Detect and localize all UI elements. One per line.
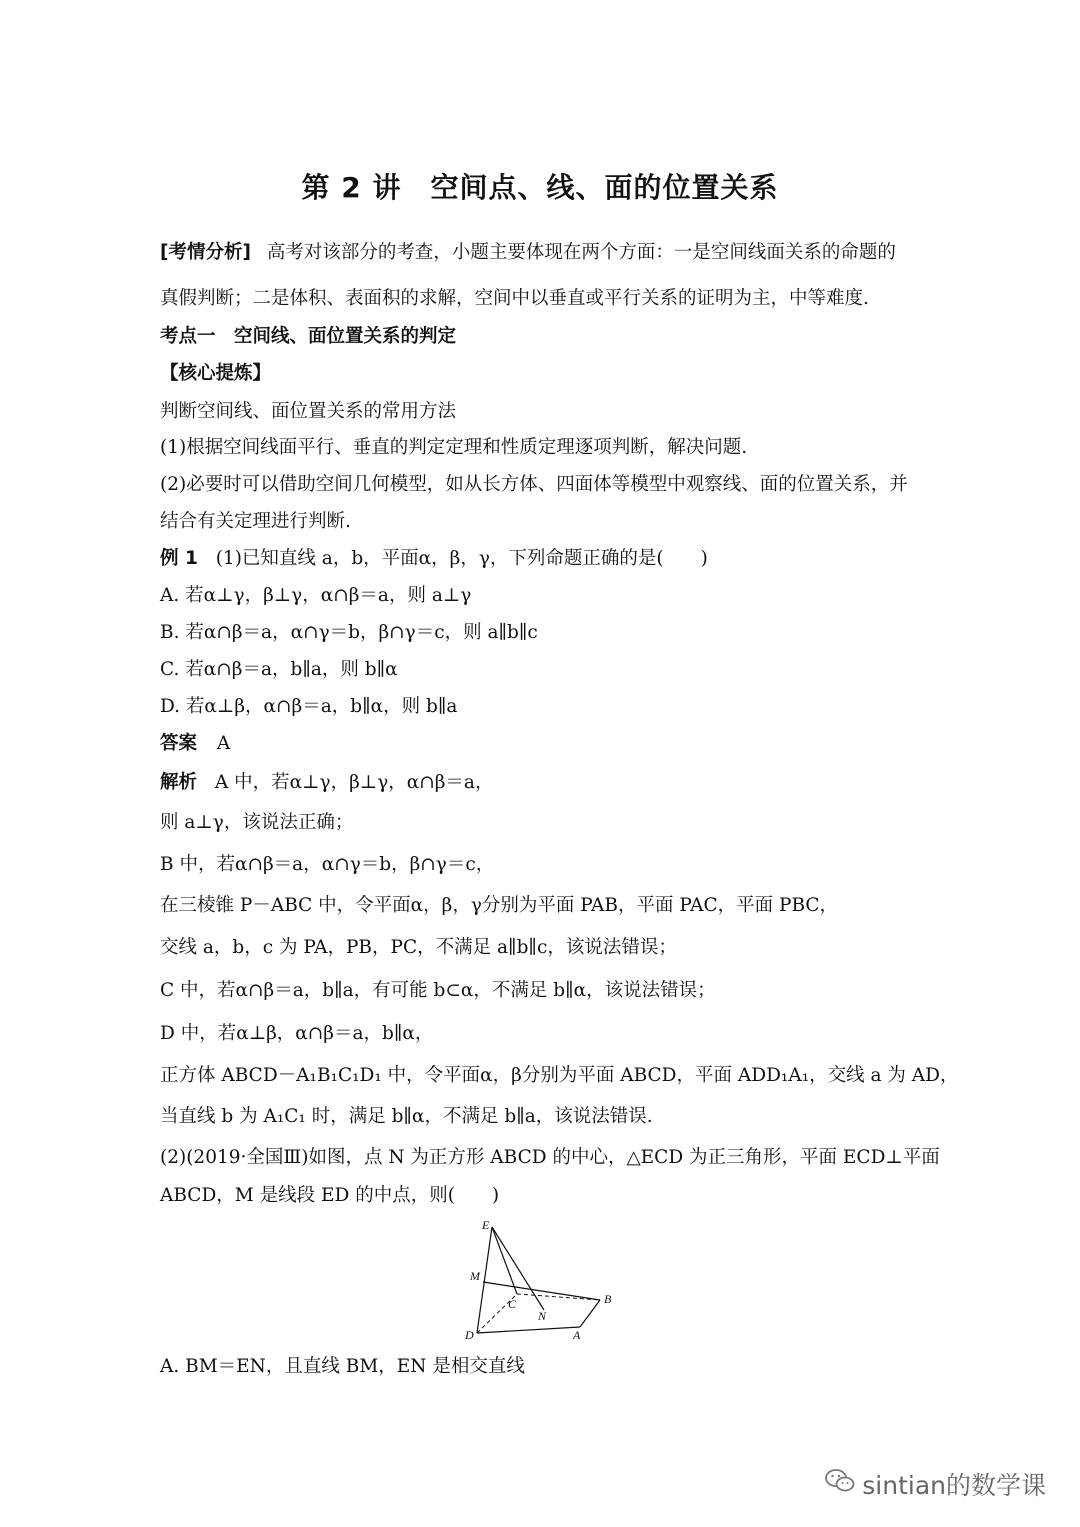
example-stem: (1)已知直线 a，b，平面α，β，γ，下列命题正确的是( ) <box>215 548 708 569</box>
label-M: M <box>470 1269 480 1283</box>
option-d: D. 若α⊥β，α∩β＝a，b∥α，则 b∥a <box>160 696 458 717</box>
label-E: E <box>482 1218 490 1232</box>
label-C: C <box>508 1297 517 1311</box>
watermark <box>824 1466 1046 1502</box>
analysis-line-1 <box>160 240 896 266</box>
solution-label: 解析 <box>160 772 198 793</box>
label-B: B <box>604 1292 612 1306</box>
option-c: C. 若α∩β＝a，b∥a，则 b∥α <box>160 659 398 680</box>
core-line-2: (1)根据空间线面平行、垂直的判定定理和性质定理逐项判断，解决问题. <box>160 437 748 458</box>
solution-line-5: 交线 a，b，c 为 PA，PB，PC，不满足 a∥b∥c，该说法错误； <box>160 937 677 958</box>
page-title: 第 2 讲 空间点、线、面的位置关系 <box>301 171 779 204</box>
solution-line-9: 当直线 b 为 A₁C₁ 时，满足 b∥α，不满足 b∥a，该说法错误. <box>160 1106 653 1127</box>
option-b: B. 若α∩β＝a，α∩γ＝b，β∩γ＝c，则 a∥b∥c <box>160 622 538 643</box>
solution-text-1: A 中，若α⊥γ，β⊥γ，α∩β＝a， <box>214 772 494 793</box>
core-line-1: 判断空间线、面位置关系的常用方法 <box>160 401 457 422</box>
solution-line-3: B 中，若α∩β＝a，α∩γ＝b，β∩γ＝c， <box>160 854 495 875</box>
core-line-4: 结合有关定理进行判断. <box>160 511 351 532</box>
geometry-figure <box>460 1215 620 1345</box>
example-stem-line <box>160 546 708 572</box>
solution-line-8: 正方体 ABCD－A₁B₁C₁D₁ 中，令平面α，β分别为平面 ABCD，平面 ADD₁A₁，交线 a 为 AD， <box>160 1065 959 1086</box>
solution-line-4: 在三棱锥 P－ABC 中，令平面α，β，γ分别为平面 PAB，平面 PAC，平面 PBC， <box>160 895 839 916</box>
edge-EN <box>492 1227 544 1310</box>
answer-line <box>160 731 230 757</box>
watermark-text: sintian的数学课 <box>862 1471 1046 1500</box>
edge-DA <box>477 1327 580 1333</box>
solution-line-1 <box>160 770 493 796</box>
part2-line-2: ABCD，M 是线段 ED 的中点，则( ) <box>160 1185 500 1206</box>
analysis-label: [考情分析] <box>160 242 251 263</box>
label-D: D <box>465 1328 474 1342</box>
core-heading: 【核心提炼】 <box>160 363 272 384</box>
edge-AB <box>580 1300 600 1327</box>
part2-option-a: A. BM＝EN，且直线 BM，EN 是相交直线 <box>160 1356 525 1377</box>
solution-line-2: 则 a⊥γ，该说法正确； <box>160 812 354 833</box>
option-a: A. 若α⊥γ，β⊥γ，α∩β＝a，则 a⊥γ <box>160 585 472 606</box>
wechat-icon <box>824 1467 856 1501</box>
solution-line-6: C 中，若α∩β＝a，b∥a，有可能 b⊂α，不满足 b∥α，该说法错误； <box>160 980 716 1001</box>
analysis-text-2: 真假判断；二是体积、表面积的求解，空间中以垂直或平行关系的证明为主，中等难度. <box>160 288 869 309</box>
section-heading: 考点一 空间线、面位置关系的判定 <box>160 326 457 347</box>
analysis-text-1: 高考对该部分的考查，小题主要体现在两个方面：一是空间线面关系的命题的 <box>266 242 896 263</box>
edge-CB <box>517 1294 600 1300</box>
label-N: N <box>538 1309 547 1323</box>
part2-line-1: (2)(2019·全国Ⅲ)如图，点 N 为正方形 ABCD 的中心，△ECD 为正三角形，平面 ECD⊥平面 <box>160 1147 940 1168</box>
solution-line-7: D 中，若α⊥β，α∩β＝a，b∥α， <box>160 1023 434 1044</box>
edge-MB <box>483 1282 600 1300</box>
example-label: 例 1 <box>160 548 198 569</box>
answer-value: A <box>216 733 231 754</box>
core-line-3: (2)必要时可以借助空间几何模型，如从长方体、四面体等模型中观察线、面的位置关系，并 <box>160 474 908 495</box>
answer-label: 答案 <box>160 733 198 754</box>
label-A: A <box>573 1328 581 1342</box>
